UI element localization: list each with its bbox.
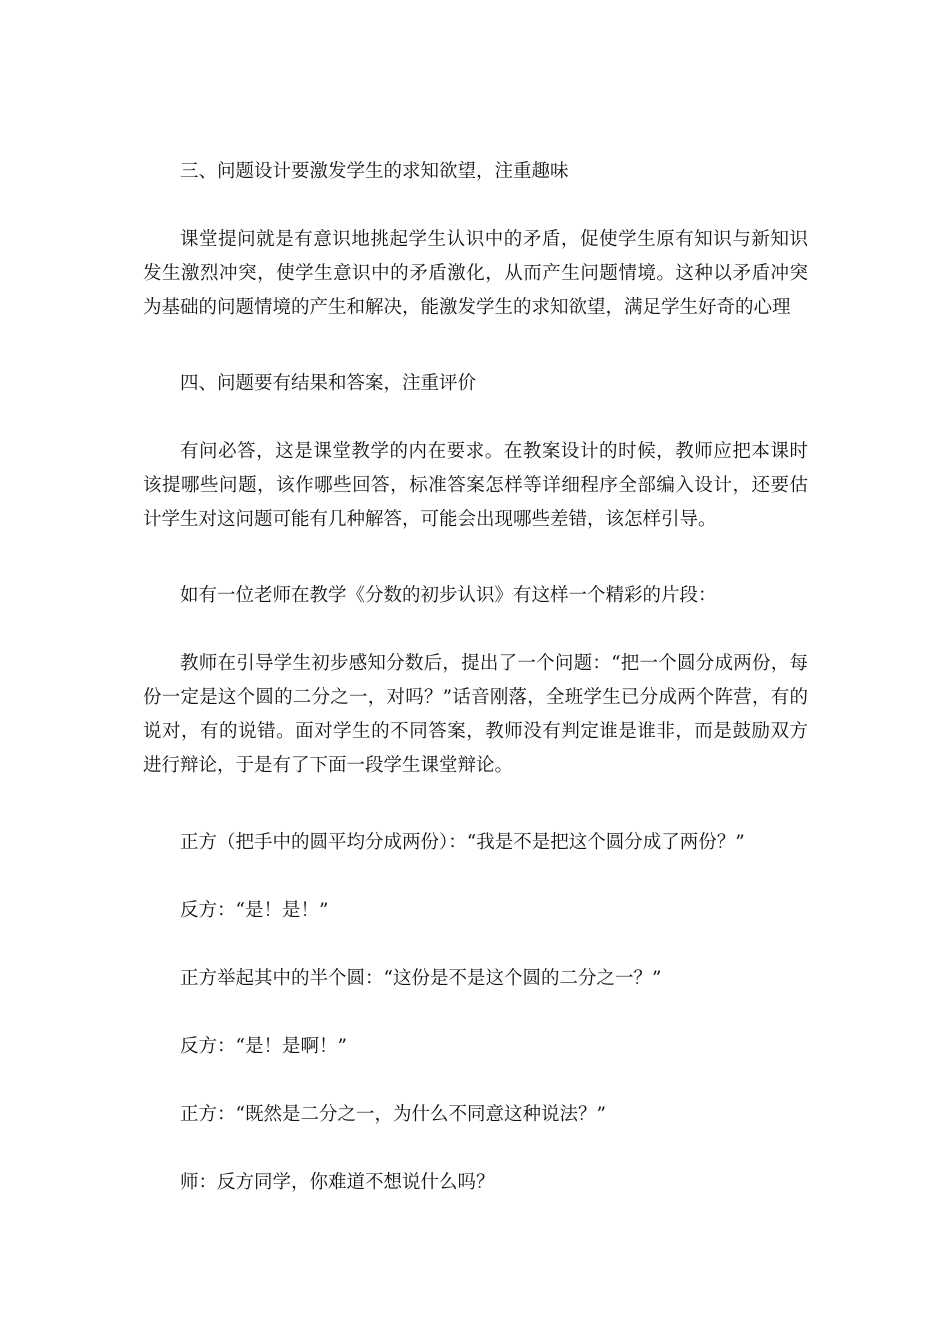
paragraph-3: 如有一位老师在教学《分数的初步认识》有这样一个精彩的片段：	[180, 585, 717, 606]
dialogue-line-4: 反方：“是！是啊！”	[180, 1036, 347, 1057]
dialogue-line-2: 反方：“是！是！”	[180, 900, 329, 921]
paragraph-2: 有问必答，这是课堂教学的内在要求。在教案设计的时候，教师应把本课时该提哪些问题，该作哪些回答，标准答案怎样等详细程序全部编入设计，还要估计学生对这问题可能有几种解答，可能会出现哪些差错，该怎样引导。	[143, 441, 808, 530]
dialogue-line-1: 正方（把手中的圆平均分成两份）：“我是不是把这个圆分成了两份？”	[180, 832, 745, 853]
paragraph-1: 课堂提问就是有意识地挑起学生认识中的矛盾，促使学生原有知识与新知识发生激烈冲突，使学生意识中的矛盾激化，从而产生问题情境。这种以矛盾冲突为基础的问题情境的产生和解决，能激发学生的求知欲望，满足学生好奇的心理	[143, 229, 808, 318]
paragraph-4: 教师在引导学生初步感知分数后，提出了一个问题：“把一个圆分成两份，每份一定是这个圆的二分之一，对吗？”话音刚落，全班学生已分成两个阵营，有的说对，有的说错。面对学生的不同答案，教师没有判定谁是谁非，而是鼓励双方进行辩论，于是有了下面一段学生课堂辩论。	[143, 653, 808, 776]
section-heading-3: 三、问题设计要激发学生的求知欲望，注重趣味	[180, 161, 569, 182]
section-heading-4: 四、问题要有结果和答案，注重评价	[180, 373, 477, 394]
dialogue-line-5: 正方：“既然是二分之一，为什么不同意这种说法？”	[180, 1104, 606, 1125]
dialogue-line-3: 正方举起其中的半个圆：“这份是不是这个圆的二分之一？”	[180, 968, 662, 989]
dialogue-line-6: 师：反方同学，你难道不想说什么吗？	[180, 1172, 495, 1193]
